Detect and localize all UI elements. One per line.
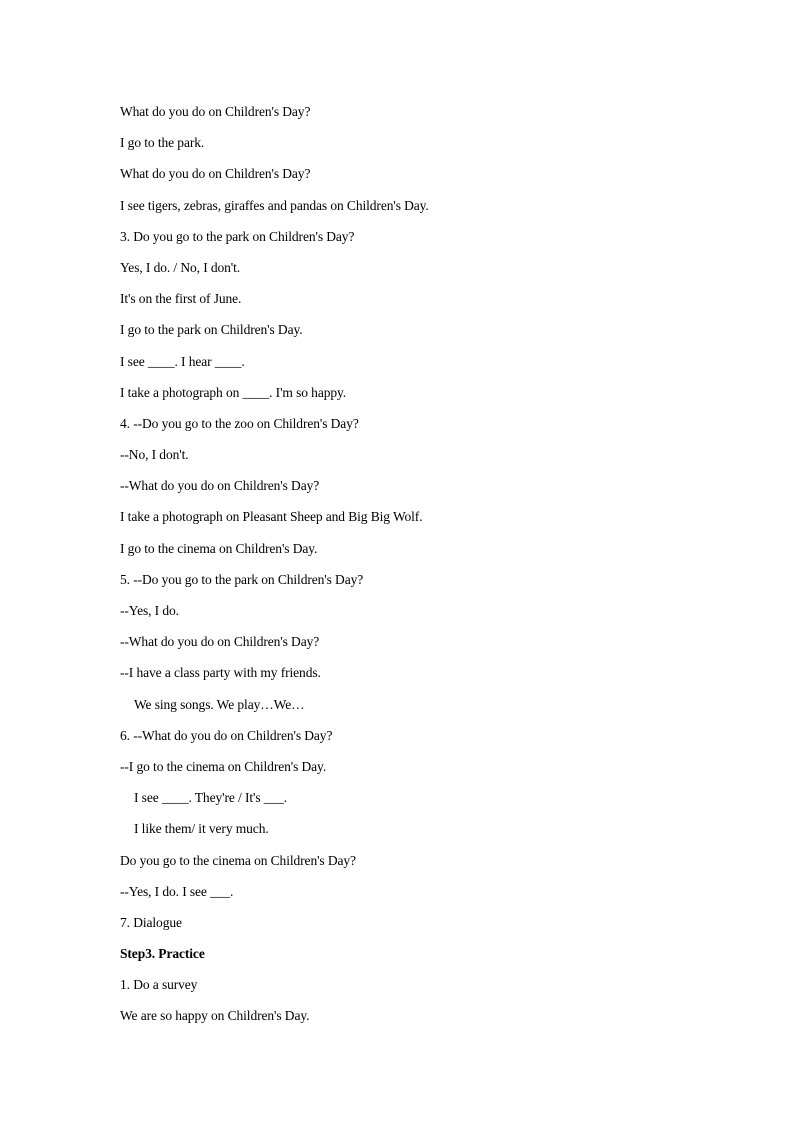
- text-line: What do you do on Children's Day?: [120, 166, 311, 182]
- text-line: I go to the park on Children's Day.: [120, 322, 303, 338]
- text-line: I go to the park.: [120, 135, 205, 151]
- section-heading: Step3. Practice: [120, 946, 205, 962]
- text-line: --Yes, I do. I see ___.: [120, 883, 234, 899]
- text-line-indented: We sing songs. We play…We…: [134, 696, 305, 712]
- text-line-indented: I like them/ it very much.: [134, 821, 269, 837]
- text-line: 3. Do you go to the park on Children's Day?: [120, 228, 355, 244]
- text-line: --What do you do on Children's Day?: [120, 478, 320, 494]
- text-line: I go to the cinema on Children's Day.: [120, 540, 318, 556]
- document-body: [120, 100, 720, 1036]
- text-line: I see ____. I hear ____.: [120, 353, 245, 369]
- text-line: --I have a class party with my friends.: [120, 665, 321, 681]
- text-line: 6. --What do you do on Children's Day?: [120, 727, 333, 743]
- text-line: 4. --Do you go to the zoo on Children's Day?: [120, 415, 359, 431]
- text-line: What do you do on Children's Day?: [120, 104, 311, 119]
- text-line: I take a photograph on Pleasant Sheep and Big Big Wolf.: [120, 509, 423, 525]
- text-line: 5. --Do you go to the park on Children's Day?: [120, 571, 364, 587]
- text-line: 1. Do a survey: [120, 977, 198, 993]
- text-line: It's on the first of June.: [120, 291, 242, 307]
- text-line: Yes, I do. / No, I don't.: [120, 259, 241, 275]
- text-line: Do you go to the cinema on Children's Day?: [120, 852, 356, 868]
- text-line: 7. Dialogue: [120, 914, 182, 930]
- text-line-indented: I see ____. They're / It's ___.: [134, 790, 287, 806]
- text-line: We are so happy on Children's Day.: [120, 1008, 310, 1024]
- text-line: --No, I don't.: [120, 447, 189, 463]
- text-line: --Yes, I do.: [120, 603, 179, 618]
- text-line: I see tigers, zebras, giraffes and pandas on Children's Day.: [120, 197, 429, 213]
- text-line: --I go to the cinema on Children's Day.: [120, 758, 327, 774]
- text-line: --What do you do on Children's Day?: [120, 634, 320, 650]
- text-line: I take a photograph on ____. I'm so happy.: [120, 384, 347, 400]
